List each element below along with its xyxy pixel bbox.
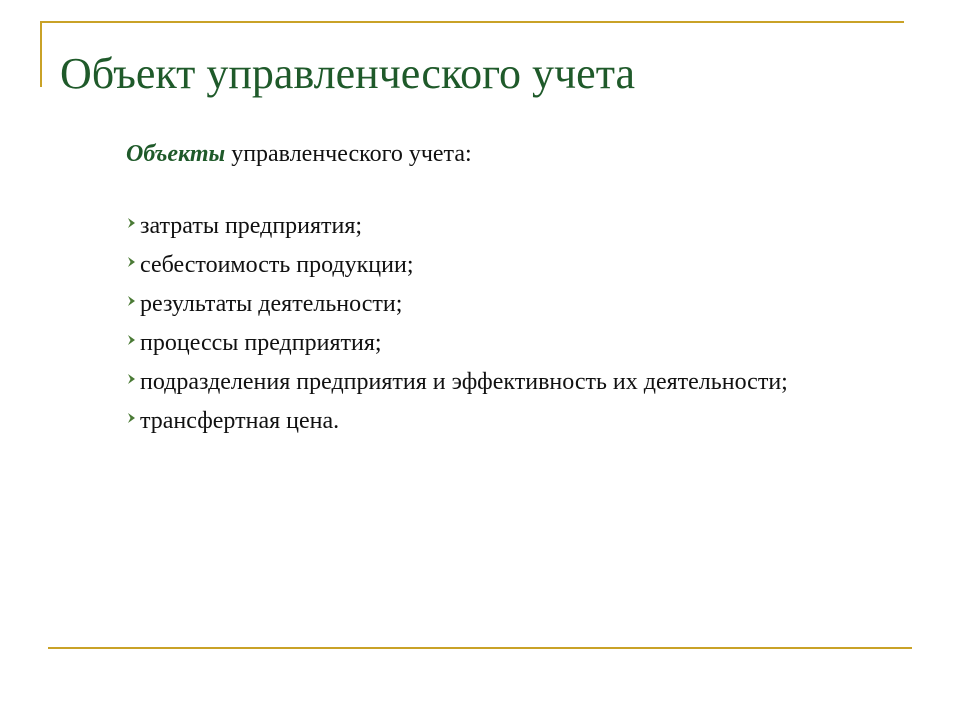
list-item	[50, 407, 870, 435]
arrow-bullet-icon	[126, 411, 140, 425]
list-item	[50, 251, 870, 279]
frame-left-line	[40, 21, 42, 87]
arrow-bullet-icon	[126, 294, 140, 308]
list-item	[50, 212, 870, 240]
intro-rest: управленческого учета:	[225, 141, 472, 167]
list-item-text: подразделения предприятия и эффективность их деятельности;	[140, 369, 788, 395]
list-item-text: процессы предприятия;	[140, 330, 382, 356]
list-item	[50, 329, 870, 357]
arrow-bullet-icon	[126, 372, 140, 386]
arrow-bullet-icon	[126, 333, 140, 347]
arrow-bullet-icon	[126, 216, 140, 230]
slide-title: Объект управленческого учета	[60, 49, 636, 98]
frame-top-line	[40, 21, 904, 23]
list-item	[50, 290, 870, 318]
list-item-text: трансфертная цена.	[140, 408, 340, 434]
list-item-text: результаты деятельности;	[140, 291, 403, 317]
arrow-bullet-icon	[126, 255, 140, 269]
list-item-text: себестоимость продукции;	[140, 252, 414, 278]
objects-list	[50, 212, 870, 435]
intro-line	[50, 140, 870, 168]
frame-bottom-line	[48, 647, 912, 649]
slide-content	[50, 140, 870, 446]
list-item	[50, 368, 870, 396]
list-item-text: затраты предприятия;	[140, 213, 363, 239]
intro-emphasis: Объекты	[126, 141, 226, 167]
